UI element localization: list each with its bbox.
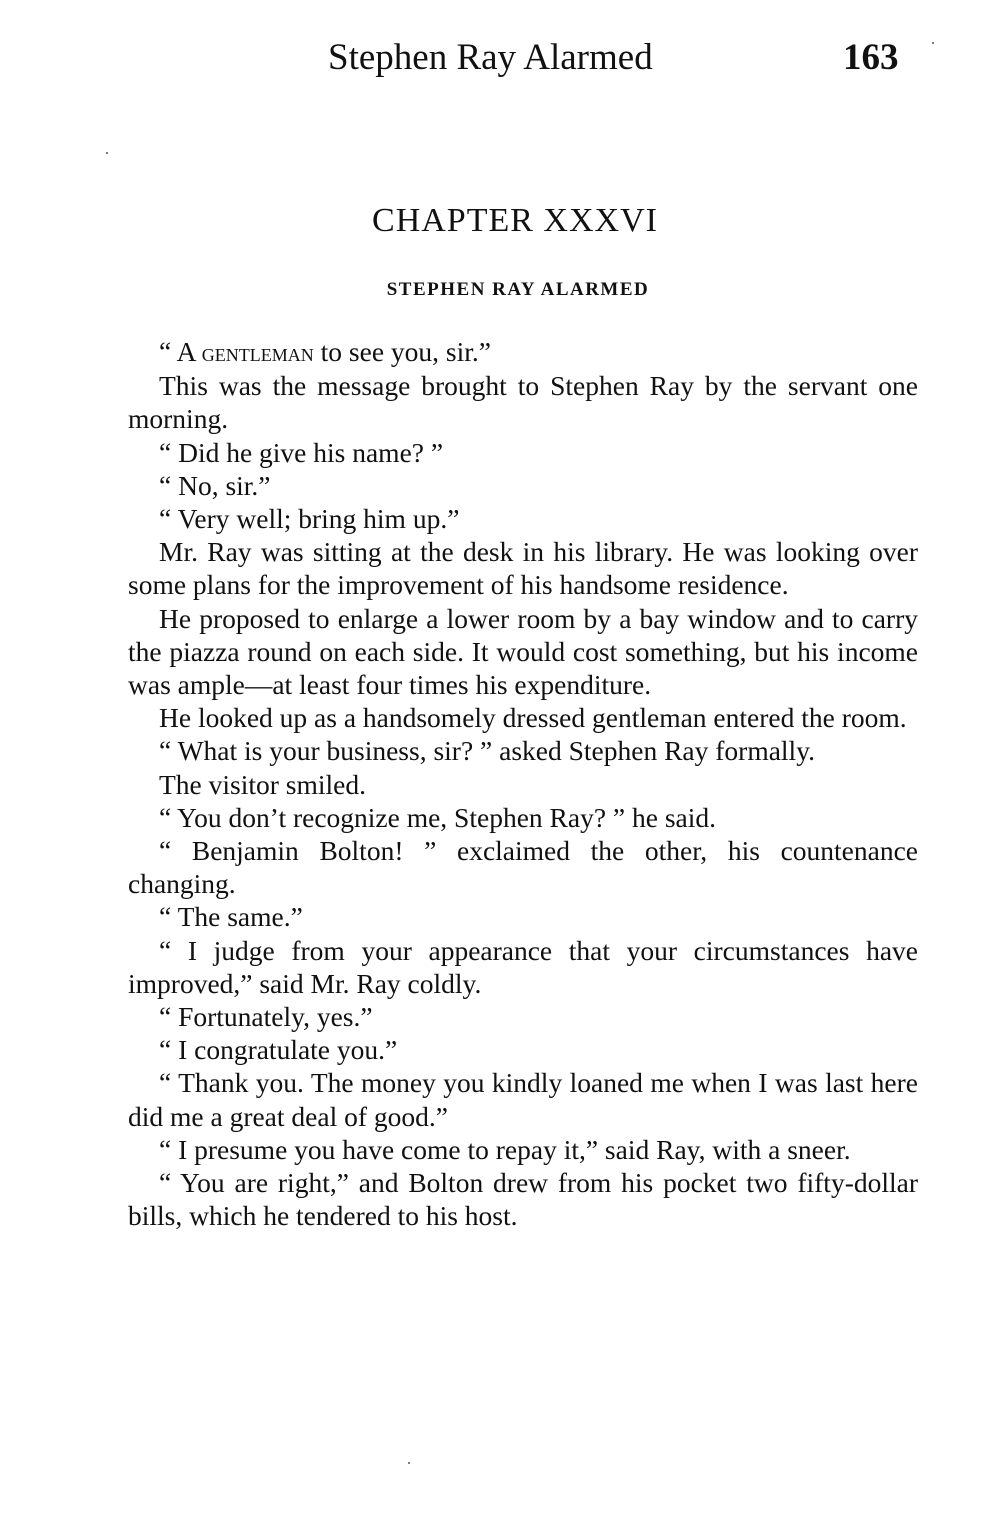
paragraph-16: “ I congratulate you.” xyxy=(159,1034,398,1066)
chapter-heading: CHAPTER XXXVI xyxy=(372,202,658,239)
paragraph-1 xyxy=(128,335,918,369)
running-header xyxy=(0,34,1000,84)
paragraph-3: “ Did he give his name? ” xyxy=(159,436,444,468)
paragraph-1-small-caps: gentleman xyxy=(201,338,314,367)
page-number: 163 xyxy=(843,37,899,78)
paragraph-6: Mr. Ray was sitting at the desk in his library. He was looking over some plans for the improvement of his handsome residence. xyxy=(128,536,918,601)
paragraph-10: The visitor smiled. xyxy=(159,768,366,800)
paragraph-13: “ The same.” xyxy=(159,901,303,933)
paragraph-7: He proposed to enlarge a lower room by a bay window and to carry the piazza round on each side. It would cost something, but his income was ample—at least four times his expenditure. xyxy=(128,602,918,701)
paragraph-14: “ I judge from your appearance that your circumstances have improved,” said Mr. Ray coldly. xyxy=(128,934,918,999)
paragraph-15: “ Fortunately, yes.” xyxy=(159,1001,373,1033)
paragraph-5: “ Very well; bring him up.” xyxy=(159,503,460,535)
scan-speck xyxy=(106,152,108,154)
paragraph-18: “ I presume you have come to repay it,” said Ray, with a sneer. xyxy=(159,1133,851,1165)
scan-speck xyxy=(408,1462,410,1464)
paragraph-8: He looked up as a handsomely dressed gentleman entered the room. xyxy=(159,702,907,734)
paragraph-11: “ You don’t recognize me, Stephen Ray? ” he said. xyxy=(159,801,716,833)
scan-speck xyxy=(932,42,934,44)
chapter-subtitle: STEPHEN RAY ALARMED xyxy=(386,279,650,300)
running-title: Stephen Ray Alarmed xyxy=(328,37,653,78)
paragraph-17: “ Thank you. The money you kindly loaned me when I was last here did me a great deal of good.” xyxy=(128,1067,918,1132)
chapter-body xyxy=(128,335,918,1232)
paragraph-19: “ You are right,” and Bolton drew from his pocket two fifty-dollar bills, which he tendered to his host. xyxy=(128,1167,918,1232)
paragraph-12: “ Benjamin Bolton! ” exclaimed the other, his countenance changing. xyxy=(128,835,918,900)
paragraph-2: This was the message brought to Stephen Ray by the servant one morning. xyxy=(128,370,918,435)
paragraph-1-open-quote: “ A xyxy=(159,336,202,367)
paragraph-4: “ No, sir.” xyxy=(159,469,271,501)
paragraph-9: “ What is your business, sir? ” asked Stephen Ray formally. xyxy=(159,735,816,767)
paragraph-1-text: to see you, sir.” xyxy=(313,336,491,367)
